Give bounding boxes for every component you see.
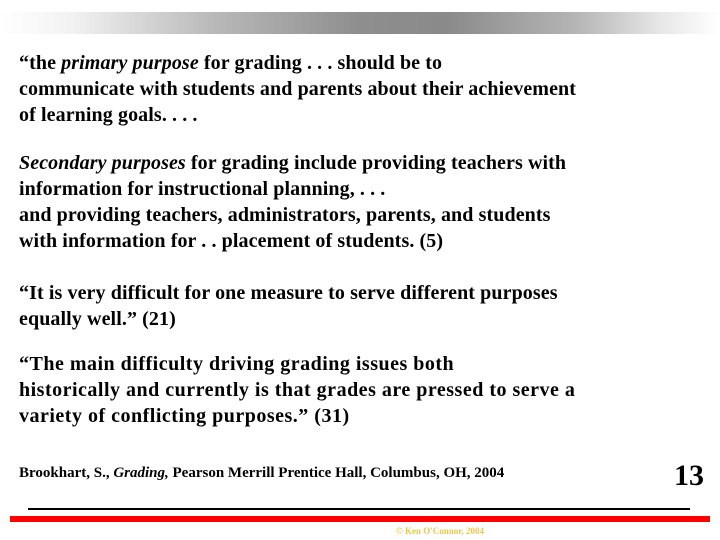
quote-one-measure: “It is very difficult for one measure to serve different purposes equally well.” (21) — [19, 282, 558, 330]
footer-divider — [28, 508, 690, 510]
footer-red-rule — [10, 516, 710, 522]
emphasis-secondary-purposes: Secondary purposes — [19, 152, 186, 174]
slide-number: 13 — [674, 459, 704, 492]
emphasis-primary-purpose: primary purpose — [61, 52, 199, 74]
citation-title: Grading, — [113, 465, 169, 481]
quote-secondary-purposes: Secondary purposes for grading include providing teachers with information for instructional planning, . . . and providing teachers, administrators, parents, and students with information for . . placement of students. (5) — [19, 152, 567, 252]
quote-main-difficulty: “The main difficulty driving grading issues both historically and currently is that grades are pressed to serve a variety of conflicting purposes.” (31) — [19, 353, 576, 427]
copyright-notice: © Ken O'Connor, 2004 — [396, 526, 484, 536]
title-gradient-bar — [0, 12, 720, 34]
quote-primary-purpose: “the primary purpose for grading . . . should be to communicate with students and parents about their achievement of learning goals. . . . — [19, 52, 577, 126]
source-citation: Brookhart, S., Grading, Pearson Merrill Prentice Hall, Columbus, OH, 2004 — [19, 465, 505, 481]
